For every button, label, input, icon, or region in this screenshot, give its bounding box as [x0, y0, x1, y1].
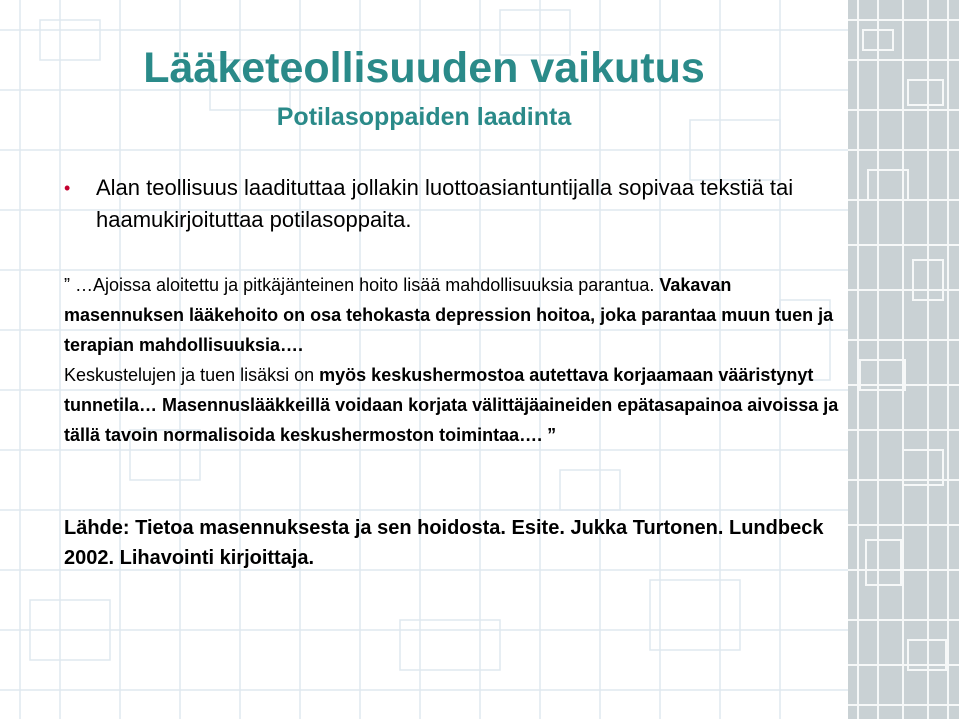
side-panel-pattern [848, 0, 959, 719]
bullet-icon: • [64, 178, 71, 198]
quote-text-2: Keskustelujen ja tuen lisäksi on [64, 365, 320, 385]
quote-bold-2: myös keskushermostoa autettava korjaamaan vääristynyt tunnetila… Masennuslääkkeillä voidaan korjata välittäjäaineiden epätasapainoa aivoissa ja tällä tavoin normalisoida keskushermoston toimintaa…. ” [64, 365, 839, 445]
quote-text-1: ” …Ajoissa aloitettu ja pitkäjänteinen hoito lisää mahdollisuuksia parantua. [64, 275, 660, 295]
quote-bold-1: Vakavan masennuksen lääkehoito on osa tehokasta depression hoitoa, joka parantaa muun tuen ja terapian mahdollisuuksia…. [64, 275, 834, 355]
source-citation: Lähde: Tietoa masennuksesta ja sen hoidosta. Esite. Jukka Turtonen. Lundbeck 2002. Lihavointi kirjoittaja. [64, 517, 824, 569]
quote-block [64, 270, 844, 450]
slide-title: Lääketeollisuuden vaikutus [143, 44, 705, 92]
decorative-side-panel [848, 0, 959, 719]
bullet-text: Alan teollisuus laadituttaa jollakin luottoasiantuntijalla sopivaa tekstiä tai haamukirjoituttaa potilasoppaita. [96, 175, 794, 232]
slide-subtitle: Potilasoppaiden laadinta [276, 103, 572, 131]
